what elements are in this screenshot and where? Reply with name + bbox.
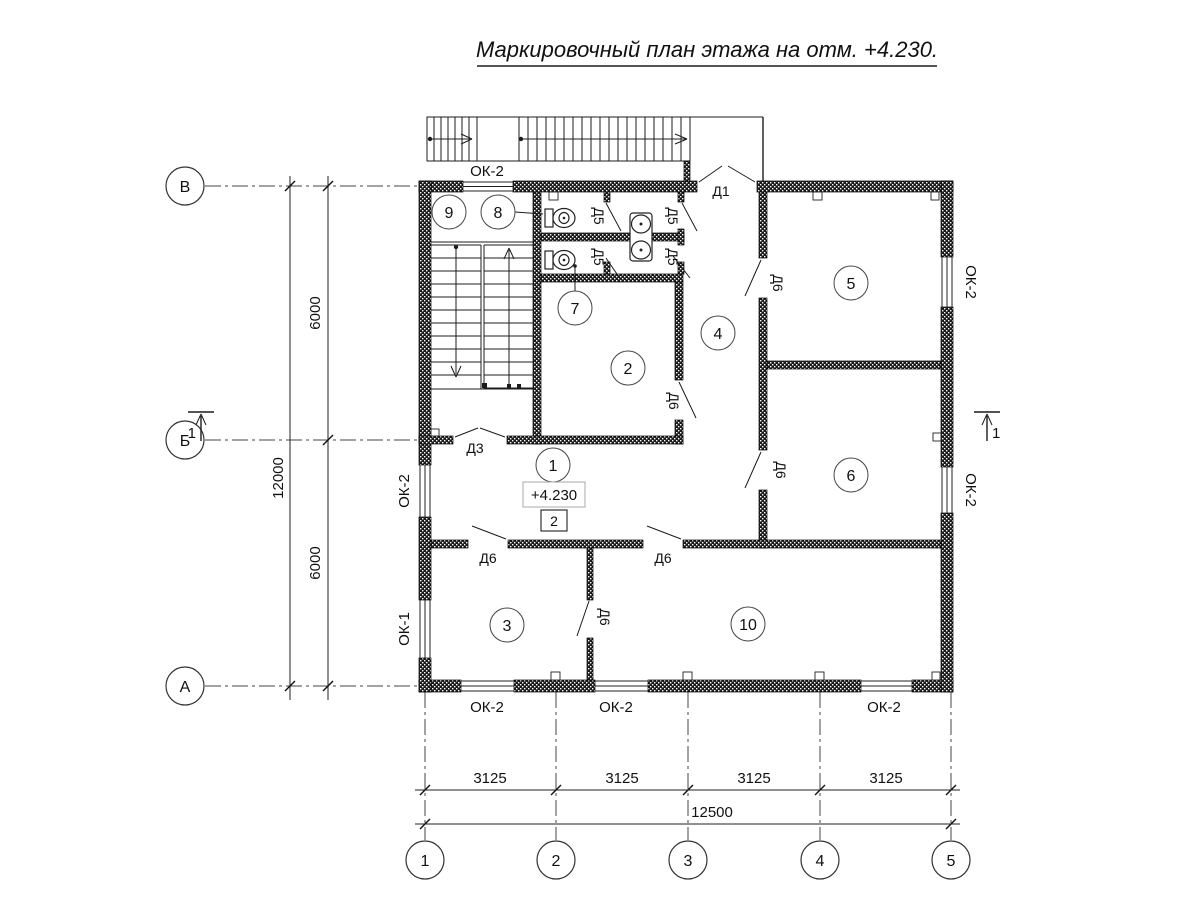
window-left-ok2: [420, 465, 430, 517]
label-d6-room2: Д6: [666, 392, 682, 410]
level-number: 2: [550, 513, 558, 529]
dim-12000: 12000: [270, 457, 287, 499]
toilet-lower: [545, 251, 575, 270]
internal-stair: [431, 242, 533, 389]
room-tags: [432, 195, 868, 642]
drawing-title: [476, 37, 938, 66]
room-tag-1: 1: [548, 458, 558, 475]
axis-col-2: 2: [551, 853, 561, 870]
axis-row-v: В: [179, 179, 191, 196]
label-d6-hall: Д6: [654, 550, 672, 566]
axis-row-a: А: [179, 679, 191, 696]
room-tag-9: 9: [444, 205, 454, 222]
dim-6000-upper: 6000: [307, 296, 324, 330]
label-d5-2: Д5: [665, 207, 681, 225]
label-ok1-left: ОК-1: [396, 612, 413, 646]
window-top-ok2: [463, 182, 513, 191]
axis-col-1: 1: [420, 853, 430, 870]
room-tag-5: 5: [846, 276, 856, 293]
label-d5-3: Д5: [591, 248, 607, 266]
dim-6000-lower: 6000: [307, 546, 324, 580]
dim-12500: 12500: [691, 804, 733, 821]
elevation-mark: [523, 482, 585, 531]
toilet-upper: [545, 209, 575, 228]
doors-d6: [472, 260, 789, 636]
axis-col-5: 5: [946, 853, 956, 870]
left-dimensions: [270, 176, 333, 700]
dim-3125-1: 3125: [473, 770, 507, 787]
room-tag-3: 3: [502, 618, 512, 635]
label-d1: Д1: [712, 183, 730, 199]
door-d3: [455, 428, 505, 456]
axis-row-b: Б: [179, 433, 191, 450]
window-bottom-ok2-2: [595, 681, 648, 691]
label-ok2-left: ОК-2: [396, 474, 413, 508]
label-ok2-bottom-3: ОК-2: [867, 699, 901, 716]
window-right-ok2-2: [942, 467, 952, 513]
window-bottom-ok2-1: [461, 681, 514, 691]
axis-col-4: 4: [815, 853, 825, 870]
section-label-right: 1: [992, 425, 1001, 442]
dim-3125-4: 3125: [869, 770, 903, 787]
window-right-ok2-1: [942, 257, 952, 307]
label-ok2-right-2: ОК-2: [962, 473, 979, 507]
label-ok2-right-1: ОК-2: [962, 265, 979, 299]
label-d5-1: Д5: [591, 207, 607, 225]
label-d6-room3: Д6: [479, 550, 497, 566]
label-ok2-bottom-2: ОК-2: [599, 699, 633, 716]
label-d3: Д3: [466, 440, 484, 456]
title-text: Маркировочный план этажа на отм. +4.230.: [475, 37, 939, 62]
room-tag-10: 10: [739, 617, 757, 634]
dim-3125-2: 3125: [605, 770, 639, 787]
washbasins: [630, 213, 652, 261]
axis-col-3: 3: [683, 853, 693, 870]
dim-3125-3: 3125: [737, 770, 771, 787]
room-tag-2: 2: [623, 361, 633, 378]
door-d1: [699, 166, 755, 199]
label-ok2-top: ОК-2: [470, 163, 504, 180]
elevation-value: +4.230: [530, 487, 578, 504]
label-d6-room10: Д6: [597, 608, 613, 626]
label-d6-room5: Д6: [770, 274, 786, 292]
window-bottom-ok2-3: [861, 681, 912, 691]
section-mark-right: [974, 412, 1000, 442]
section-label-left: 1: [187, 425, 196, 442]
room-tag-8: 8: [493, 205, 503, 222]
room-tag-4: 4: [713, 326, 723, 343]
label-d5-4: Д5: [665, 248, 681, 266]
label-d6-room6: Д6: [773, 461, 789, 479]
room-tag-6: 6: [846, 468, 856, 485]
label-ok2-bottom-1: ОК-2: [470, 699, 504, 716]
window-left-ok1: [420, 600, 430, 658]
section-mark-left: [188, 412, 214, 442]
room-tag-7: 7: [570, 301, 580, 318]
